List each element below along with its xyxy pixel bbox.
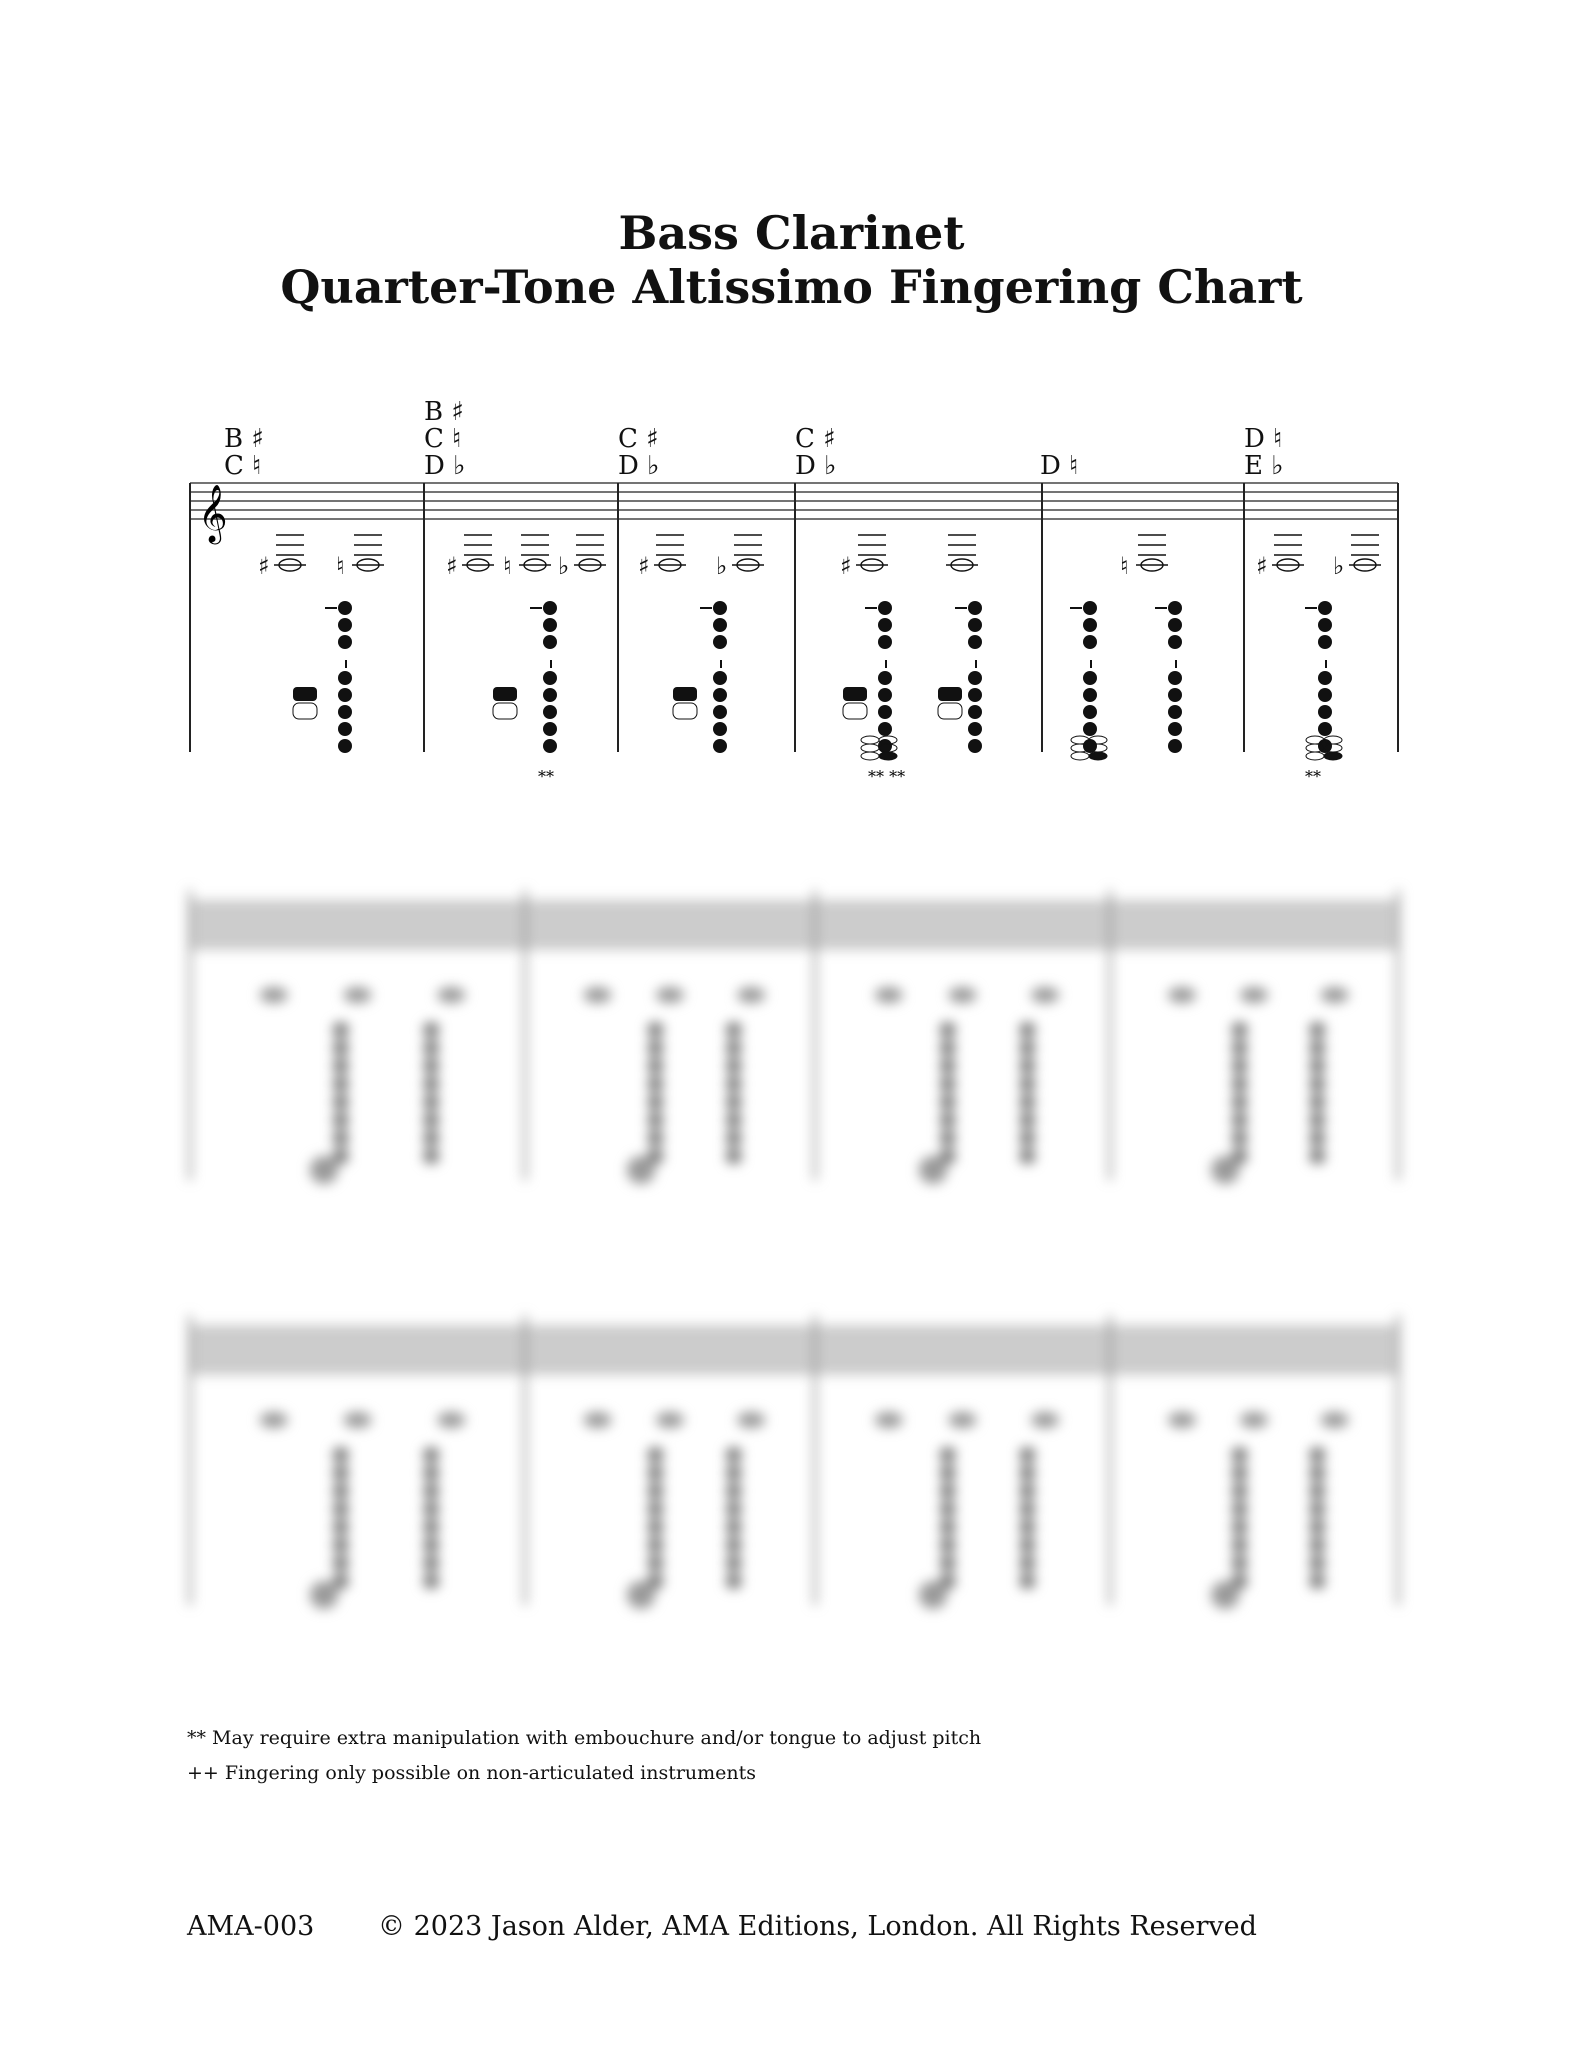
blurred-hole: [423, 1573, 439, 1589]
staff-row-2: [190, 890, 1398, 1184]
key-shape: [843, 703, 867, 719]
label-m4-b: D ♭: [795, 451, 837, 481]
blurred-note: [1031, 1412, 1059, 1428]
key-shape: [938, 703, 962, 719]
blurred-hole: [726, 1537, 742, 1553]
stars-m2: **: [538, 767, 554, 786]
blurred-hole: [1019, 1040, 1035, 1056]
accidental: ♯: [840, 552, 852, 580]
accidental: ♭: [1333, 552, 1345, 580]
blurred-note: [737, 987, 765, 1003]
blurred-hole: [423, 1501, 439, 1517]
blurred-hole: [1019, 1112, 1035, 1128]
blurred-hole: [726, 1076, 742, 1092]
finger-hole-closed: [968, 635, 982, 649]
finger-hole-closed: [713, 705, 727, 719]
blurred-hole: [940, 1483, 956, 1499]
finger-hole-closed: [968, 705, 982, 719]
finger-hole-closed: [543, 671, 557, 685]
finger-hole-closed: [1168, 618, 1182, 632]
finger-hole-closed: [713, 635, 727, 649]
blurred-hole: [1232, 1076, 1248, 1092]
blurred-hole: [1309, 1130, 1325, 1146]
blurred-hole: [726, 1094, 742, 1110]
finger-hole-closed: [1318, 601, 1332, 615]
finger-hole-closed: [878, 618, 892, 632]
blurred-note: [260, 987, 288, 1003]
finger-hole-closed: [543, 618, 557, 632]
label-m6-a: D ♮: [1244, 424, 1283, 454]
blurred-hole: [1019, 1465, 1035, 1481]
blurred-hole: [1232, 1537, 1248, 1553]
blurred-hole: [333, 1076, 349, 1092]
finger-hole-closed: [1083, 635, 1097, 649]
blurred-hole: [333, 1094, 349, 1110]
finger-hole-closed: [1318, 722, 1332, 736]
row-1-labels: [224, 397, 1284, 481]
blurred-note: [584, 1412, 612, 1428]
finger-hole-closed: [878, 671, 892, 685]
finger-hole-closed: [1168, 722, 1182, 736]
blurred-hole: [423, 1447, 439, 1463]
blurred-hole: [648, 1094, 664, 1110]
blurred-hole: [423, 1094, 439, 1110]
blurred-hole: [940, 1555, 956, 1571]
key-shape: [843, 687, 867, 701]
finger-hole-closed: [878, 722, 892, 736]
blurred-note: [656, 987, 684, 1003]
finger-hole-closed: [1083, 601, 1097, 615]
blurred-hole: [1232, 1519, 1248, 1535]
blurred-hole: [648, 1501, 664, 1517]
blurred-hole: [333, 1040, 349, 1056]
finger-hole-closed: [968, 722, 982, 736]
blurred-note: [1168, 987, 1196, 1003]
blurred-hole: [423, 1130, 439, 1146]
blurred-hole: [726, 1465, 742, 1481]
row-1-fingerings: [293, 601, 1342, 760]
blurred-hole: [333, 1555, 349, 1571]
key-shape: [938, 687, 962, 701]
blurred-hole: [940, 1112, 956, 1128]
pinky-key: [1071, 736, 1089, 744]
blurred-hole: [423, 1148, 439, 1164]
label-m1-b: C ♮: [224, 451, 262, 481]
blurred-hole: [726, 1573, 742, 1589]
pinky-key: [1306, 736, 1324, 744]
finger-hole-closed: [713, 671, 727, 685]
finger-hole-closed: [1168, 688, 1182, 702]
finger-hole-closed: [1318, 671, 1332, 685]
finger-hole-closed: [338, 705, 352, 719]
finger-hole-closed: [968, 618, 982, 632]
finger-hole-closed: [543, 739, 557, 753]
blurred-hole: [423, 1076, 439, 1092]
blurred-hole: [1309, 1483, 1325, 1499]
finger-hole-closed: [543, 722, 557, 736]
blurred-note: [437, 987, 465, 1003]
finger-hole-closed: [1168, 601, 1182, 615]
label-m4-a: C ♯: [795, 424, 836, 454]
blurred-hole: [423, 1112, 439, 1128]
title-line-1: Bass Clarinet: [618, 206, 965, 260]
blurred-hole: [333, 1447, 349, 1463]
accidental: ♮: [336, 552, 345, 580]
blurred-hole: [333, 1022, 349, 1038]
stars-m4: ** **: [868, 767, 906, 786]
blurred-hole: [1019, 1555, 1035, 1571]
finger-hole-closed: [968, 601, 982, 615]
title-line-2: Quarter-Tone Altissimo Fingering Chart: [280, 260, 1303, 314]
blurred-hole: [1019, 1148, 1035, 1164]
finger-hole-closed: [338, 618, 352, 632]
copyright: © 2023 Jason Alder, AMA Editions, London. All Rights Reserved: [378, 1911, 1257, 1942]
key-shape: [673, 687, 697, 701]
blurred-hole: [1232, 1483, 1248, 1499]
accidental: ♯: [258, 552, 270, 580]
accidental: ♯: [638, 552, 650, 580]
finger-hole-closed: [338, 739, 352, 753]
finger-hole-closed: [1168, 635, 1182, 649]
pinky-key: [1324, 752, 1342, 760]
blurred-hole: [333, 1501, 349, 1517]
blurred-hole: [333, 1465, 349, 1481]
blurred-hole: [1309, 1076, 1325, 1092]
finger-hole-closed: [1083, 671, 1097, 685]
finger-hole-closed: [1318, 635, 1332, 649]
blurred-hole: [726, 1130, 742, 1146]
blurred-hole: [1309, 1112, 1325, 1128]
blurred-hole: [1309, 1555, 1325, 1571]
blurred-hole: [648, 1465, 664, 1481]
blurred-note: [1168, 1412, 1196, 1428]
finger-hole-closed: [1168, 671, 1182, 685]
finger-hole-closed: [968, 671, 982, 685]
finger-hole-closed: [543, 688, 557, 702]
blurred-hole: [726, 1519, 742, 1535]
finger-hole-closed: [1318, 688, 1332, 702]
finger-hole-closed: [1083, 618, 1097, 632]
finger-hole-closed: [543, 635, 557, 649]
label-m5-a: D ♮: [1040, 451, 1079, 481]
blurred-hole: [1309, 1022, 1325, 1038]
finger-hole-closed: [338, 722, 352, 736]
finger-hole-closed: [713, 688, 727, 702]
finger-hole-closed: [1318, 618, 1332, 632]
key-shape: [293, 703, 317, 719]
blurred-key: [627, 1156, 655, 1184]
blurred-hole: [648, 1555, 664, 1571]
blurred-rows: [190, 890, 1398, 1609]
blurred-hole: [1309, 1094, 1325, 1110]
blurred-hole: [648, 1519, 664, 1535]
staff-row-1: [190, 483, 1398, 752]
blurred-hole: [1232, 1058, 1248, 1074]
blurred-hole: [940, 1076, 956, 1092]
pinky-key: [1071, 752, 1089, 760]
blurred-hole: [726, 1112, 742, 1128]
key-shape: [493, 687, 517, 701]
blurred-hole: [1309, 1573, 1325, 1589]
blurred-hole: [1019, 1130, 1035, 1146]
blurred-hole: [648, 1076, 664, 1092]
blurred-note: [949, 1412, 977, 1428]
finger-hole-closed: [713, 722, 727, 736]
blurred-hole: [1309, 1465, 1325, 1481]
blurred-note: [260, 1412, 288, 1428]
finger-hole-closed: [338, 688, 352, 702]
blurred-hole: [1309, 1447, 1325, 1463]
finger-hole-closed: [1168, 705, 1182, 719]
blurred-note: [875, 987, 903, 1003]
blurred-note: [584, 987, 612, 1003]
blurred-staff: [190, 1325, 1398, 1375]
blurred-hole: [726, 1483, 742, 1499]
blurred-hole: [1019, 1483, 1035, 1499]
finger-hole-closed: [713, 739, 727, 753]
blurred-hole: [1232, 1555, 1248, 1571]
finger-hole-closed: [878, 688, 892, 702]
blurred-hole: [940, 1519, 956, 1535]
blurred-key: [1211, 1581, 1239, 1609]
blurred-hole: [1019, 1094, 1035, 1110]
blurred-note: [1240, 987, 1268, 1003]
blurred-note: [1321, 987, 1349, 1003]
finger-hole-closed: [1083, 705, 1097, 719]
accidental: ♮: [1120, 552, 1129, 580]
blurred-hole: [1019, 1519, 1035, 1535]
finger-hole-closed: [543, 705, 557, 719]
finger-hole-closed: [713, 601, 727, 615]
blurred-hole: [333, 1537, 349, 1553]
accidental: ♭: [716, 552, 728, 580]
blurred-hole: [1019, 1058, 1035, 1074]
footnote-stars: ** May require extra manipulation with embouchure and/or tongue to adjust pitch: [187, 1727, 982, 1749]
finger-hole-closed: [713, 618, 727, 632]
blurred-hole: [423, 1483, 439, 1499]
finger-hole-closed: [543, 601, 557, 615]
blurred-hole: [333, 1130, 349, 1146]
footnote-plus: ++ Fingering only possible on non-articulated instruments: [187, 1762, 757, 1784]
label-m2-c: D ♭: [424, 451, 466, 481]
blurred-hole: [648, 1022, 664, 1038]
blurred-hole: [648, 1483, 664, 1499]
blurred-hole: [726, 1058, 742, 1074]
blurred-hole: [940, 1094, 956, 1110]
blurred-note: [875, 1412, 903, 1428]
blurred-note: [344, 1412, 372, 1428]
blurred-hole: [648, 1040, 664, 1056]
label-m3-b: D ♭: [618, 451, 660, 481]
blurred-note: [1031, 987, 1059, 1003]
blurred-hole: [940, 1465, 956, 1481]
blurred-hole: [1019, 1573, 1035, 1589]
blurred-staff: [190, 900, 1398, 950]
finger-hole-closed: [1083, 688, 1097, 702]
pinky-key: [1089, 752, 1107, 760]
blurred-hole: [1232, 1112, 1248, 1128]
treble-clef-icon: 𝄞: [198, 484, 228, 542]
finger-hole-closed: [878, 601, 892, 615]
finger-hole-closed: [338, 601, 352, 615]
blurred-hole: [423, 1555, 439, 1571]
blurred-hole: [423, 1022, 439, 1038]
blurred-hole: [1309, 1148, 1325, 1164]
blurred-key: [310, 1581, 338, 1609]
blurred-hole: [423, 1465, 439, 1481]
blurred-note: [1240, 1412, 1268, 1428]
blurred-hole: [1019, 1447, 1035, 1463]
pinky-key: [879, 752, 897, 760]
blurred-note: [949, 987, 977, 1003]
blurred-hole: [333, 1058, 349, 1074]
finger-hole-closed: [968, 688, 982, 702]
blurred-hole: [726, 1555, 742, 1571]
key-shape: [493, 703, 517, 719]
accidental: ♮: [503, 552, 512, 580]
blurred-note: [737, 1412, 765, 1428]
accidental: ♯: [1256, 552, 1268, 580]
blurred-hole: [333, 1519, 349, 1535]
blurred-hole: [648, 1447, 664, 1463]
blurred-hole: [648, 1112, 664, 1128]
blurred-key: [919, 1156, 947, 1184]
blurred-hole: [1232, 1501, 1248, 1517]
blurred-hole: [940, 1040, 956, 1056]
label-m2-a: B ♯: [424, 397, 464, 427]
blurred-hole: [1232, 1465, 1248, 1481]
blurred-hole: [333, 1483, 349, 1499]
blurred-key: [1211, 1156, 1239, 1184]
finger-hole-closed: [1168, 739, 1182, 753]
blurred-hole: [940, 1447, 956, 1463]
pinky-key: [1306, 752, 1324, 760]
blurred-key: [310, 1156, 338, 1184]
row-1-notes: [258, 535, 1381, 580]
blurred-hole: [423, 1058, 439, 1074]
blurred-hole: [1232, 1022, 1248, 1038]
blurred-hole: [648, 1130, 664, 1146]
finger-hole-closed: [338, 635, 352, 649]
blurred-hole: [1019, 1501, 1035, 1517]
blurred-hole: [726, 1501, 742, 1517]
blurred-hole: [1232, 1094, 1248, 1110]
finger-hole-closed: [1083, 722, 1097, 736]
blurred-key: [919, 1581, 947, 1609]
finger-hole-closed: [878, 705, 892, 719]
blurred-note: [1321, 1412, 1349, 1428]
blurred-hole: [423, 1040, 439, 1056]
blurred-hole: [1019, 1076, 1035, 1092]
blurred-hole: [726, 1022, 742, 1038]
accidental: ♯: [446, 552, 458, 580]
pinky-key: [861, 736, 879, 744]
finger-hole-closed: [878, 635, 892, 649]
label-m3-a: C ♯: [618, 424, 659, 454]
blurred-hole: [940, 1130, 956, 1146]
blurred-key: [627, 1581, 655, 1609]
blurred-hole: [1309, 1058, 1325, 1074]
key-shape: [293, 687, 317, 701]
finger-hole-closed: [968, 739, 982, 753]
key-shape: [673, 703, 697, 719]
blurred-hole: [423, 1519, 439, 1535]
blurred-hole: [1019, 1537, 1035, 1553]
stars-m6: **: [1305, 767, 1321, 786]
blurred-hole: [1309, 1537, 1325, 1553]
blurred-hole: [940, 1537, 956, 1553]
blurred-hole: [726, 1040, 742, 1056]
row-1-stars: [538, 767, 1321, 786]
blurred-hole: [1019, 1022, 1035, 1038]
blurred-hole: [1309, 1501, 1325, 1517]
blurred-hole: [940, 1058, 956, 1074]
blurred-hole: [648, 1537, 664, 1553]
blurred-hole: [1232, 1447, 1248, 1463]
blurred-hole: [1232, 1040, 1248, 1056]
blurred-hole: [726, 1447, 742, 1463]
label-m6-b: E ♭: [1244, 451, 1284, 481]
blurred-hole: [940, 1022, 956, 1038]
blurred-hole: [333, 1112, 349, 1128]
label-m2-b: C ♮: [424, 424, 462, 454]
blurred-note: [437, 1412, 465, 1428]
staff-row-3: [190, 1315, 1398, 1609]
blurred-note: [344, 987, 372, 1003]
blurred-hole: [940, 1501, 956, 1517]
label-m1-a: B ♯: [224, 424, 264, 454]
blurred-hole: [1309, 1040, 1325, 1056]
accidental: ♭: [558, 552, 570, 580]
pinky-key: [861, 744, 879, 752]
finger-hole-closed: [338, 671, 352, 685]
blurred-hole: [1232, 1130, 1248, 1146]
catalog-code: AMA-003: [187, 1911, 315, 1942]
blurred-hole: [726, 1148, 742, 1164]
blurred-hole: [648, 1058, 664, 1074]
finger-hole-closed: [1318, 705, 1332, 719]
blurred-hole: [423, 1537, 439, 1553]
blurred-note: [656, 1412, 684, 1428]
blurred-hole: [1309, 1519, 1325, 1535]
pinky-key: [861, 752, 879, 760]
